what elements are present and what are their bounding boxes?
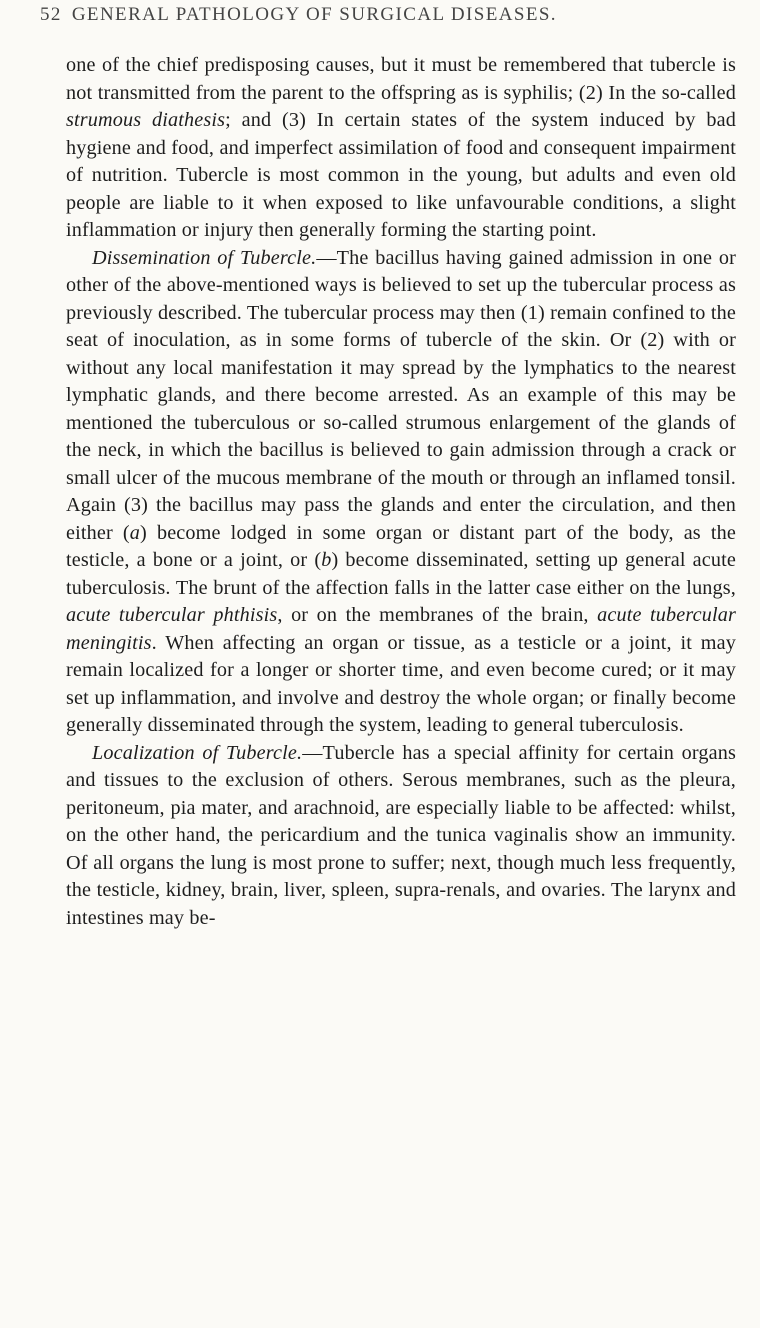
running-title: GENERAL PATHOLOGY OF SURGICAL DISEASES. (71, 4, 557, 25)
term-acute-tubercular-phthisis: acute tubercular phthisis (66, 604, 278, 626)
term-strumous-diathesis: strumous diathesis (66, 109, 226, 131)
section-heading-localization: Localization of Tubercle. (92, 741, 303, 764)
term-acute-tubercular-meningitis: acute tubercular meningitis (66, 604, 737, 654)
page-number: 52 (40, 4, 62, 25)
running-head (40, 4, 740, 26)
paragraph-causes: one of the chief predisposing causes, but it must be remembered that tubercle is not transmitted from the parent to the offspring as is syphilis; (2) In the so-called strumous diathesis; and (3) In certain states of the system induced by bad hygiene and food, and imperfect assimilation of food and consequent impairment of nutrition. Tubercle is most common in the young, but adults and even old people are liable to it when exposed to like unfavourable conditions, a slight inflammation or injury then generally forming the starting point. (66, 54, 736, 241)
section-heading-dissemination: Dissemination of Tubercle. (92, 246, 317, 269)
paragraph-dissemination: Dissemination of Tubercle.—The bacillus having gained admission in one or other of the above-mentioned ways is believed to set up the tubercular process as previously described. The tubercular process may then (1) remain confined to the seat of inoculation, as in some forms of tubercle of the skin. Or (2) with or without any local manifestation it may spread by the lymphatics to the nearest lymphatic glands, and there become arrested. As an example of this may be mentioned the tuberculous or so-called strumous enlargement of the glands of the neck, in which the bacillus is believed to gain admission through a crack or small ulcer of the mucous membrane of the mouth or through an inflamed tonsil. Again (3) the bacillus may pass the glands and enter the circulation, and then either (a) become lodged in some organ or distant part of the body, as the testicle, a bone or a joint, or (b) become disseminated, setting up general acute tuberculosis. The brunt of the affection falls in the latter case either on the lungs, acute tubercular phthisis, or on the membranes of the brain, acute tubercular meningitis. When affecting an organ or tissue, as a testicle or a joint, it may remain localized for a longer or shorter time, and even become cured; or it may set up inflammation, and involve and destroy the whole organ; or finally become generally disseminated through the system, leading to general tuberculosis. (66, 246, 737, 736)
body-text (66, 52, 736, 1324)
paragraph-localization: Localization of Tubercle.—Tubercle has a special affinity for certain organs and tissues to the exclusion of others. Serous membranes, such as the pleura, peritoneum, pia mater, and arachnoid, are especially liable to be affected: whilst, on the other hand, the pericardium and the tunica vaginalis show an immunity. Of all organs the lung is most prone to suffer; next, though much less frequently, the testicle, kidney, brain, liver, spleen, supra-renals, and ovaries. The larynx and intestines may be- (66, 741, 736, 929)
